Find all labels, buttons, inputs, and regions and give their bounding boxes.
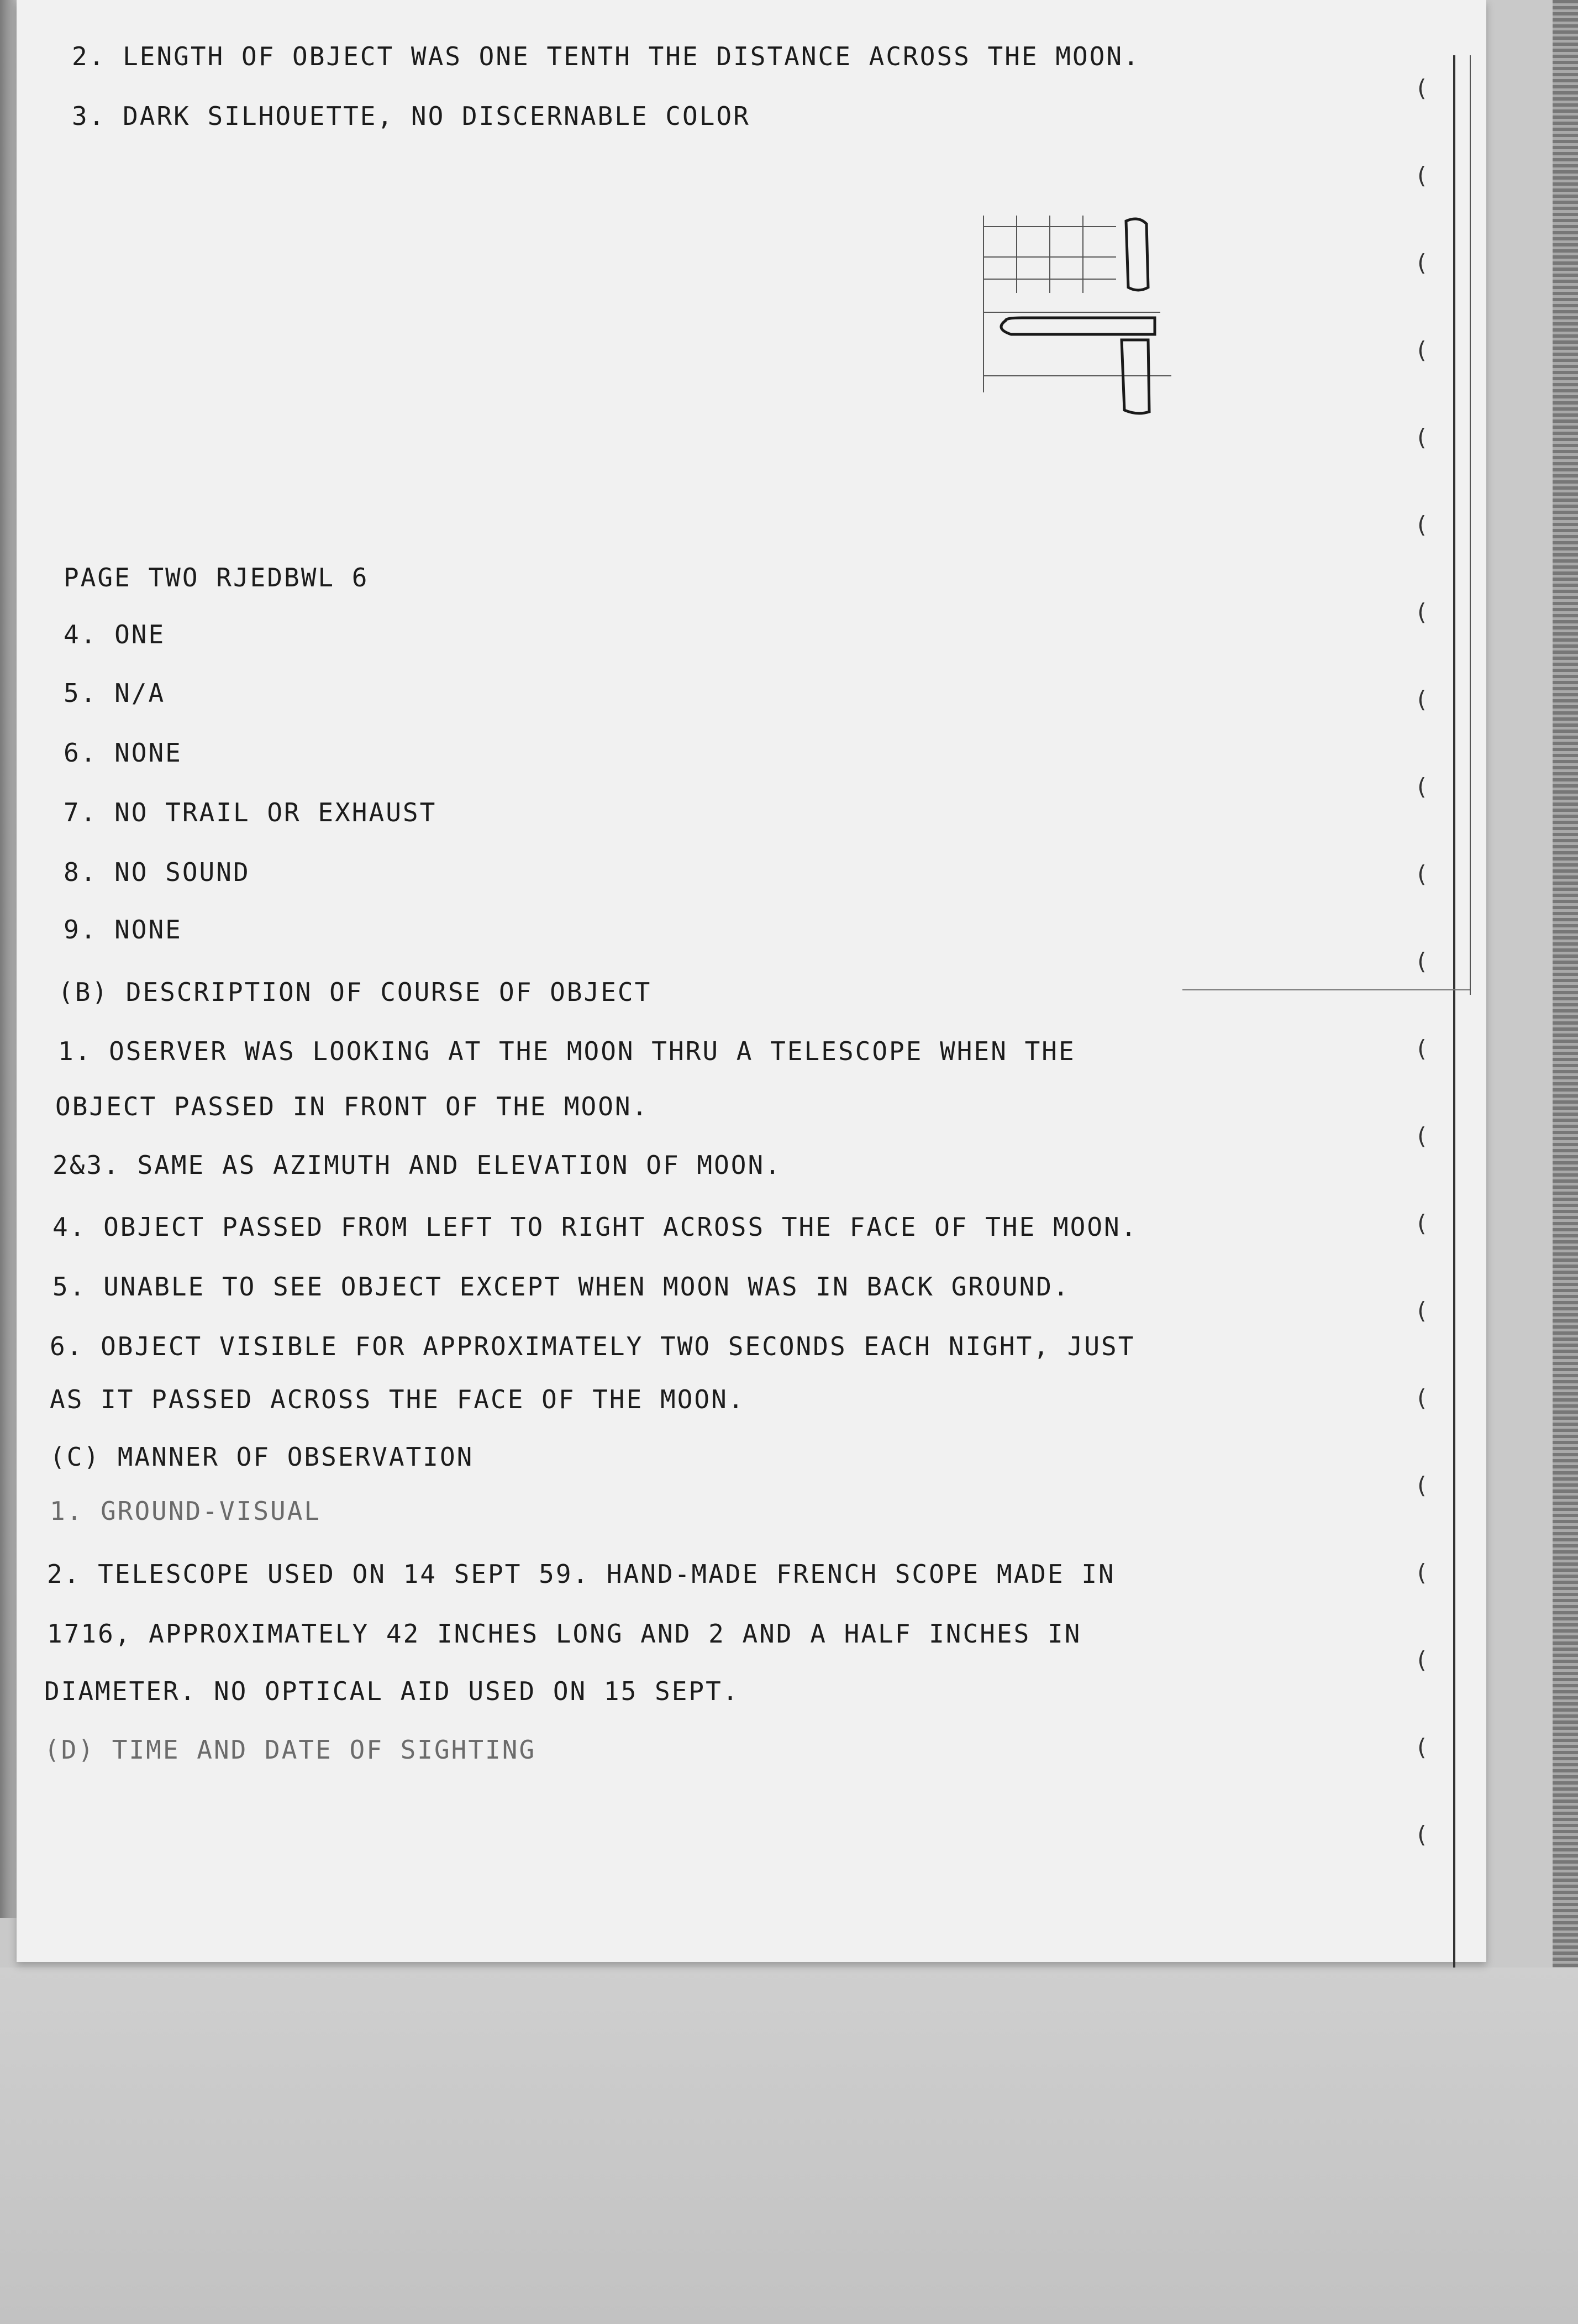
section-b-line-1: 1. OSERVER WAS LOOKING AT THE MOON THRU A TELESCOPE WHEN THE: [58, 1036, 1076, 1066]
section-c-heading: (C) MANNER OF OBSERVATION: [50, 1442, 474, 1472]
form-divider: [1182, 989, 1470, 990]
item-3-color: 3. DARK SILHOUETTE, NO DISCERNABLE COLOR: [72, 101, 750, 131]
tractor-feed-holes: ( ( ( ( ( ( ( ( ( ( ( ( ( ( ( ( ( ( ( ( (: [1414, 75, 1429, 1848]
section-d-heading: (D) TIME AND DATE OF SIGHTING: [44, 1735, 536, 1765]
item-9: 9. NONE: [64, 915, 182, 945]
section-b-line-6: 6. OBJECT VISIBLE FOR APPROXIMATELY TWO SECONDS EACH NIGHT, JUST: [50, 1331, 1135, 1361]
section-b-line-7: AS IT PASSED ACROSS THE FACE OF THE MOON.: [50, 1384, 745, 1414]
photo-backdrop: [0, 1968, 1578, 2324]
section-b-line-5: 5. UNABLE TO SEE OBJECT EXCEPT WHEN MOON WAS IN BACK GROUND.: [52, 1272, 1070, 1302]
section-b-line-3: 2&3. SAME AS AZIMUTH AND ELEVATION OF MOON.: [52, 1150, 782, 1180]
item-5: 5. N/A: [64, 678, 166, 708]
page-header: PAGE TWO RJEDBWL 6: [64, 563, 369, 592]
section-c-line-3: 1716, APPROXIMATELY 42 INCHES LONG AND 2 AND A HALF INCHES IN: [47, 1619, 1082, 1649]
section-c-line-1: 1. GROUND-VISUAL: [50, 1496, 322, 1526]
section-c-line-4: DIAMETER. NO OPTICAL AID USED ON 15 SEPT.: [44, 1676, 740, 1706]
section-c-line-2: 2. TELESCOPE USED ON 14 SEPT 59. HAND-MADE FRENCH SCOPE MADE IN: [47, 1559, 1116, 1589]
section-b-line-4: 4. OBJECT PASSED FROM LEFT TO RIGHT ACROSS THE FACE OF THE MOON.: [52, 1212, 1138, 1242]
section-b-line-2: OBJECT PASSED IN FRONT OF THE MOON.: [55, 1092, 649, 1121]
form-edge-rule: [1453, 55, 1455, 1968]
item-6: 6. NONE: [64, 738, 182, 768]
sheet-right-edge: [1553, 0, 1578, 1968]
teletype-page: [17, 0, 1486, 1962]
item-8: 8. NO SOUND: [64, 857, 250, 887]
item-2-length: 2. LENGTH OF OBJECT WAS ONE TENTH THE DISTANCE ACROSS THE MOON.: [72, 41, 1140, 71]
sheet-left-edge: [0, 0, 17, 1918]
object-sketch: [972, 210, 1238, 420]
item-4: 4. ONE: [64, 620, 166, 649]
item-7: 7. NO TRAIL OR EXHAUST: [64, 798, 437, 827]
section-b-heading: (B) DESCRIPTION OF COURSE OF OBJECT: [58, 977, 652, 1007]
form-inner-rule: [1470, 55, 1471, 995]
